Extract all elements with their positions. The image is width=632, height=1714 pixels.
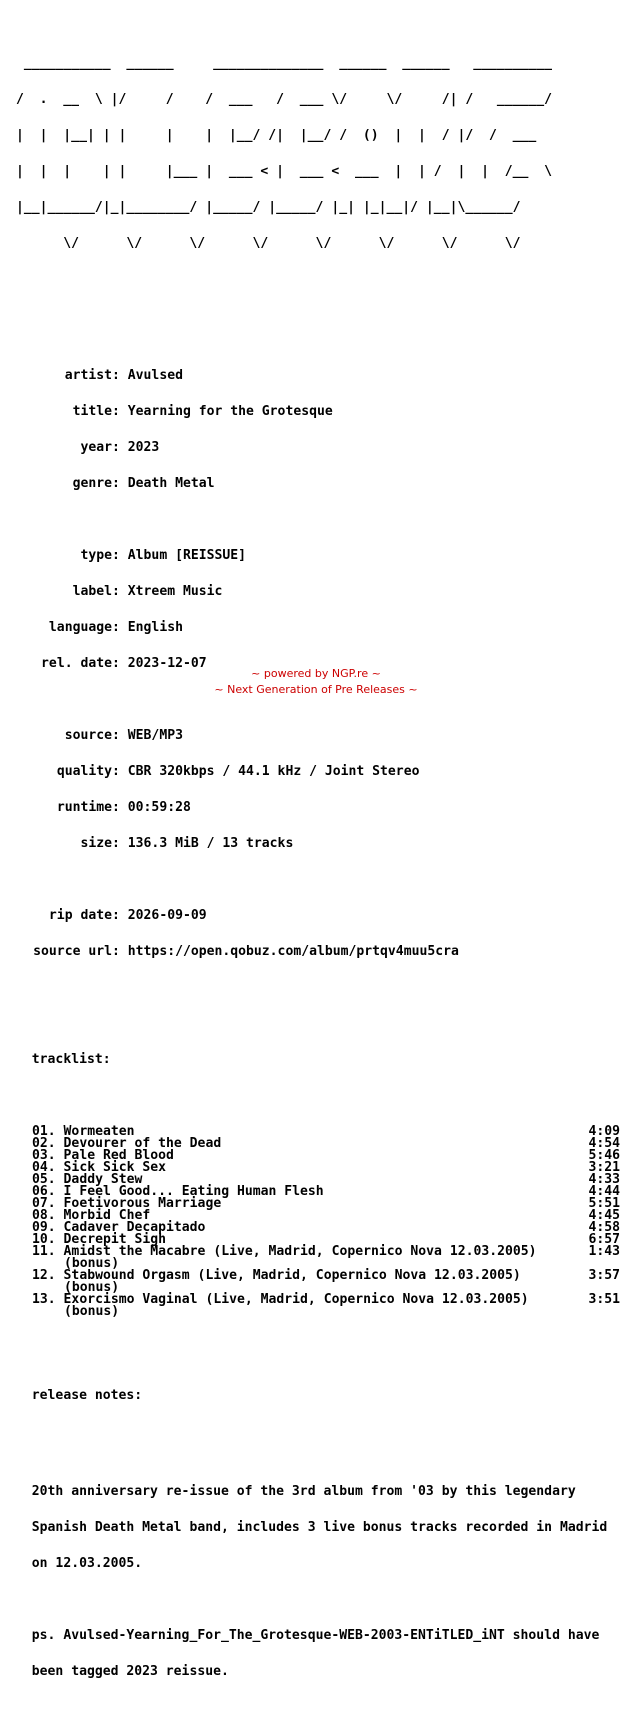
info-row-title: title: Yearning for the Grotesque xyxy=(16,406,620,418)
track-number: 08. xyxy=(32,1208,56,1223)
track-title: Decrepit Sigh xyxy=(63,1232,167,1247)
track-title: Exorcismo Vaginal (Live, Madrid, Copernico Nova 12.03.2005) xyxy=(63,1292,529,1307)
track-duration: 4:45 xyxy=(588,1208,620,1223)
info-row-type: type: Album [REISSUE] xyxy=(16,550,620,562)
track-duration: 3:51 xyxy=(588,1292,620,1307)
info-value: Xtreem Music xyxy=(127,584,223,599)
release-notes xyxy=(16,1462,620,1702)
track-duration: 4:09 xyxy=(588,1124,620,1139)
ascii-banner xyxy=(16,34,620,274)
track-title: Cadaver Decapitado xyxy=(63,1220,206,1235)
info-value: CBR 320kbps / 44.1 kHz / Joint Stereo xyxy=(127,764,420,779)
info-row-language: language: English xyxy=(16,622,620,634)
info-key: language xyxy=(48,620,112,635)
track-bonus-label: (bonus) xyxy=(64,1304,120,1319)
info-row-quality: quality: CBR 320kbps / 44.1 kHz / Joint Stereo xyxy=(16,766,620,778)
nfo-document xyxy=(16,10,620,1714)
notes-text: 20th anniversary re-issue of the 3rd album from '03 by this legendary xyxy=(31,1484,576,1499)
track-bonus-label: (bonus) xyxy=(64,1280,120,1295)
footer-tagline[interactable]: ~ Next Generation of Pre Releases ~ xyxy=(214,683,418,696)
info-key: source xyxy=(64,728,112,743)
notes-text: Spanish Death Metal band, includes 3 live bonus tracks recorded in Madrid xyxy=(31,1520,608,1535)
track-duration: 4:33 xyxy=(588,1172,620,1187)
info-key: source url xyxy=(33,944,112,959)
info-row-rip-date: rip date: 2026-09-09 xyxy=(16,910,620,922)
ps-line xyxy=(16,1630,620,1642)
track-number: 03. xyxy=(32,1148,56,1163)
track-duration: 4:58 xyxy=(588,1220,620,1235)
release-notes-heading xyxy=(16,1390,620,1402)
track-number: 02. xyxy=(32,1136,56,1151)
info-key: genre xyxy=(72,476,112,491)
notes-text: on 12.03.2005. xyxy=(31,1556,143,1571)
banner-line: |__|______/|_|________/ |_____/ |_____/ |_| |_|__|/ |__|\______/ xyxy=(16,200,529,215)
track-number: 11. xyxy=(32,1244,56,1259)
info-key: label xyxy=(72,584,112,599)
info-value: English xyxy=(127,620,183,635)
info-value: Album [REISSUE] xyxy=(127,548,247,563)
info-value: WEB/MP3 xyxy=(127,728,183,743)
track-duration: 6:57 xyxy=(588,1232,620,1247)
info-row-rel-date: rel. date: 2023-12-07 xyxy=(16,658,620,670)
ps-line xyxy=(16,1666,620,1678)
footer-powered-by[interactable]: ~ powered by NGP.re ~ xyxy=(251,667,381,680)
source-url-link[interactable]: https://open.qobuz.com/album/prtqv4muu5cra xyxy=(127,944,459,959)
track-number: 01. xyxy=(32,1124,56,1139)
notes-line xyxy=(16,1522,620,1534)
banner-line: \/ \/ \/ \/ \/ \/ \/ \/ xyxy=(16,236,553,251)
release-info xyxy=(16,346,620,982)
tracklist-label: tracklist: xyxy=(31,1052,111,1067)
track-title: Sick Sick Sex xyxy=(63,1160,167,1175)
info-key: title xyxy=(72,404,112,419)
track-number: 04. xyxy=(32,1160,56,1175)
info-key: quality xyxy=(56,764,112,779)
info-key: rip date xyxy=(48,908,112,923)
track-title: Stabwound Orgasm (Live, Madrid, Copernico Nova 12.03.2005) xyxy=(63,1268,521,1283)
release-notes-label: release notes: xyxy=(31,1388,143,1403)
info-value: 136.3 MiB / 13 tracks xyxy=(127,836,294,851)
track-duration: 4:44 xyxy=(588,1184,620,1199)
info-row-runtime: runtime: 00:59:28 xyxy=(16,802,620,814)
track-title: I Feel Good... Eating Human Flesh xyxy=(63,1184,324,1199)
track-number: 06. xyxy=(32,1184,56,1199)
info-value: Avulsed xyxy=(127,368,183,383)
info-row-source: source: WEB/MP3 xyxy=(16,730,620,742)
banner-line: | | |__| | | | | |__/ /| |__/ / () | | / |/ / ___ xyxy=(16,128,553,143)
info-value: 2026-09-09 xyxy=(127,908,207,923)
footer xyxy=(0,666,632,698)
info-value: Yearning for the Grotesque xyxy=(127,404,333,419)
info-row-label: label: Xtreem Music xyxy=(16,586,620,598)
track-number: 07. xyxy=(32,1196,56,1211)
info-row-genre: genre: Death Metal xyxy=(16,478,620,490)
track-bonus-label: (bonus) xyxy=(64,1256,120,1271)
track-number: 09. xyxy=(32,1220,56,1235)
info-value: 2023-12-07 xyxy=(127,656,207,671)
info-key: rel. date xyxy=(41,656,112,671)
info-value: 2023 xyxy=(127,440,160,455)
track-number: 05. xyxy=(32,1172,56,1187)
tracklist-heading xyxy=(16,1054,620,1066)
track-bonus-row xyxy=(16,1306,620,1318)
info-row-artist: artist: Avulsed xyxy=(16,370,620,382)
banner-line: / . __ \ |/ / / ___ / ___ \/ \/ /| / ______/ xyxy=(16,92,553,107)
info-row-year: year: 2023 xyxy=(16,442,620,454)
info-value: 00:59:28 xyxy=(127,800,191,815)
info-key: size xyxy=(80,836,112,851)
info-value: Death Metal xyxy=(127,476,215,491)
info-key: artist xyxy=(64,368,112,383)
track-duration: 1:43 xyxy=(588,1244,620,1259)
track-number: 12. xyxy=(32,1268,56,1283)
track-duration: 5:51 xyxy=(588,1196,620,1211)
info-key: year xyxy=(80,440,112,455)
track-title: Pale Red Blood xyxy=(63,1148,174,1163)
track-number: 10. xyxy=(32,1232,56,1247)
track-title: Amidst the Macabre (Live, Madrid, Copernico Nova 12.03.2005) xyxy=(63,1244,537,1259)
info-key: type xyxy=(80,548,112,563)
track-duration: 3:57 xyxy=(588,1268,620,1283)
track-duration: 5:46 xyxy=(588,1148,620,1163)
track-duration: 3:21 xyxy=(588,1160,620,1175)
track-number: 13. xyxy=(32,1292,56,1307)
tracklist xyxy=(16,1126,620,1318)
track-duration: 4:54 xyxy=(588,1136,620,1151)
track-title: Devourer of the Dead xyxy=(63,1136,222,1151)
track-title: Daddy Stew xyxy=(63,1172,143,1187)
info-key: runtime xyxy=(56,800,112,815)
track-title: Morbid Chef xyxy=(63,1208,151,1223)
info-row-size: size: 136.3 MiB / 13 tracks xyxy=(16,838,620,850)
info-row-source-url: source url: https://open.qobuz.com/album/prtqv4muu5cra xyxy=(16,946,620,958)
track-title: Foetivorous Marriage xyxy=(63,1196,222,1211)
notes-line xyxy=(16,1486,620,1498)
banner-line: | | | | | |___ | ___ < | ___ < ___ | | / | | /__ \ xyxy=(16,164,553,179)
ps-text: been tagged 2023 reissue. xyxy=(31,1664,229,1679)
banner-line: ___________ ______ ______________ ______ ______ __________ xyxy=(16,56,553,71)
track-title: Wormeaten xyxy=(63,1124,135,1139)
notes-line xyxy=(16,1558,620,1570)
ps-text: ps. Avulsed-Yearning_For_The_Grotesque-WEB-2003-ENTiTLED_iNT should have xyxy=(31,1628,600,1643)
